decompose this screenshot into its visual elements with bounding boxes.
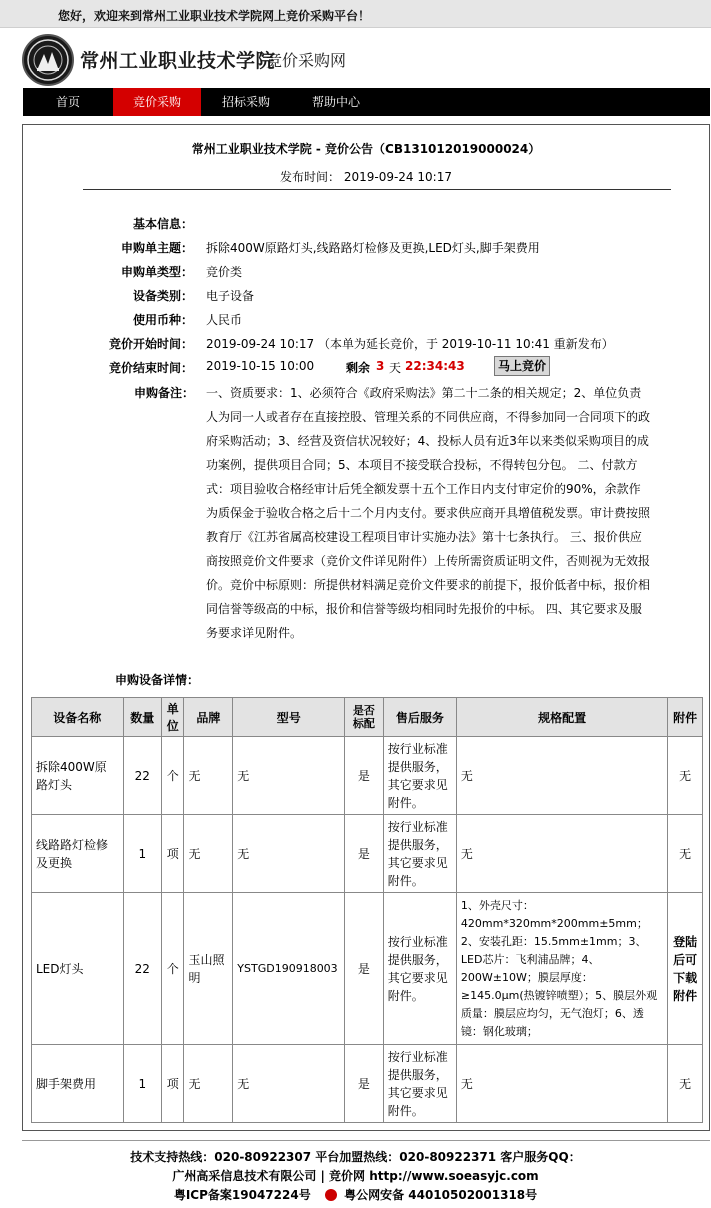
category-row (23, 284, 709, 306)
item-name: 脚手架费用 (32, 1045, 124, 1123)
nav-home[interactable]: 首页 (55, 95, 80, 109)
type-value: 竞价类 (206, 265, 243, 279)
item-spec: 无 (456, 815, 667, 893)
item-standard: 是 (345, 737, 384, 815)
top-welcome-bar (0, 0, 711, 28)
divider (83, 189, 671, 190)
item-attachment: 无 (668, 737, 703, 815)
subject-value: 拆除400W原路灯头,线路路灯检修及更换,LED灯头,脚手架费用 (206, 241, 540, 255)
item-model: YSTGD190918003 (233, 893, 345, 1045)
remaining-days: 3 (376, 359, 385, 373)
site-brand-subtitle: 竞价采购网 (266, 51, 347, 70)
site-header (22, 34, 710, 86)
item-name: LED灯头 (32, 893, 124, 1045)
table-row (32, 815, 703, 893)
item-service: 按行业标准提供服务，其它要求见附件。 (383, 815, 456, 893)
col-header-brand: 品牌 (184, 698, 233, 737)
item-unit: 项 (162, 1045, 184, 1123)
item-attachment: 无 (668, 1045, 703, 1123)
col-header-attachment: 附件 (668, 698, 703, 737)
item-standard: 是 (345, 1045, 384, 1123)
footer-hotline: 技术支持热线：020-80922307 平台加盟热线：020-80922371 客户服务QQ： (130, 1150, 581, 1164)
table-header-row (32, 698, 703, 737)
footer-divider (22, 1140, 710, 1141)
remark-label: 申购备注： (134, 386, 195, 400)
notice-panel (22, 124, 710, 1131)
end-time-row (23, 356, 709, 378)
item-attachment: 无 (668, 815, 703, 893)
item-standard: 是 (345, 815, 384, 893)
col-header-qty: 数量 (123, 698, 162, 737)
publish-time: 发布时间： 2019-09-24 10:17 (280, 170, 452, 184)
item-model: 无 (233, 737, 345, 815)
item-name: 线路路灯检修及更换 (32, 815, 124, 893)
footer-icp[interactable]: 粤ICP备案19047224号 (173, 1188, 311, 1202)
start-time-value: 2019-09-24 10:17 （本单为延长竞价，于 2019-10-11 10:41 重新发布） (206, 337, 614, 351)
main-nav (23, 88, 710, 116)
welcome-text: 您好，欢迎来到常州工业职业技术学院网上竞价采购平台！ (58, 9, 371, 23)
details-label: 申购设备详情： (115, 673, 200, 687)
currency-label: 使用币种： (132, 313, 193, 327)
footer-company[interactable]: 广州高采信息技术有限公司 | 竞价网 http://www.soeasyjc.com (172, 1169, 539, 1183)
item-qty: 1 (123, 1045, 162, 1123)
notice-title: 常州工业职业技术学院 - 竞价公告（CB131012019000024） (191, 142, 541, 156)
item-brand: 无 (184, 1045, 233, 1123)
remark-text: 一、资质要求：1、必须符合《政府采购法》第二十二条的相关规定；2、单位负责人为同一人或者存在直接控股、管理关系的不同供应商，不得参加同一合同项下的政府采购活动；3、经营及资信状况较好；4、投标人员有近3年以来类似采购项目的成功案例，提供项目合同；5、本项目不接受联合投标，不得转包分包。 二、付款方式：项目验收合格经审计后凭全额发票十五个工作日内支付审定价的90%，余款作为质保金于验收合格之后十二个月内支付。要求供应商开具增值税发票。审计费按照教育厅《江苏省属高校建设工程项目审计实施办法》第十七条执行。 三、报价供应商按照竞价文件要求（竞价文件详见附件）上传所需资质证明文件，否则视为无效报价。竞价中标原则：所提供材料满足竞价文件要求的前提下，报价低者中标，报价相同信誉等级高的中标，报价和信誉等级均相同时先报价的中标。 四、其它要求及服务要求详见附件。 (206, 386, 651, 640)
basic-info-label: 基本信息： (132, 217, 193, 231)
col-header-spec: 规格配置 (456, 698, 667, 737)
currency-row (23, 308, 709, 330)
item-model: 无 (233, 1045, 345, 1123)
item-name: 拆除400W原路灯头 (32, 737, 124, 815)
end-time-value: 2019-10-15 10:00 (206, 359, 315, 373)
category-label: 设备类别： (132, 289, 193, 303)
item-attachment[interactable]: 登陆后可下载附件 (668, 893, 703, 1045)
col-header-name: 设备名称 (32, 698, 124, 737)
table-row (32, 1045, 703, 1123)
item-brand: 无 (184, 737, 233, 815)
item-unit: 个 (162, 893, 184, 1045)
subject-row (23, 236, 709, 258)
item-qty: 22 (123, 737, 162, 815)
college-logo-icon[interactable] (22, 34, 74, 86)
police-badge-icon (325, 1189, 337, 1201)
table-row (32, 737, 703, 815)
start-time-label: 竞价开始时间： (108, 337, 193, 351)
item-spec: 无 (456, 737, 667, 815)
end-time-label: 竞价结束时间： (108, 361, 193, 375)
item-service: 按行业标准提供服务，其它要求见附件。 (383, 737, 456, 815)
type-row (23, 260, 709, 282)
nav-tender[interactable]: 招标采购 (221, 95, 270, 109)
footer-police-record[interactable]: 粤公网安备 44010502001318号 (344, 1188, 538, 1202)
nav-bidding[interactable]: 竞价采购 (113, 88, 201, 116)
site-brand-name[interactable]: 常州工业职业技术学院 (80, 50, 276, 72)
remaining-day-unit: 天 (389, 361, 402, 375)
item-spec: 无 (456, 1045, 667, 1123)
item-unit: 项 (162, 815, 184, 893)
item-service: 按行业标准提供服务，其它要求见附件。 (383, 893, 456, 1045)
col-header-unit: 单位 (162, 698, 184, 737)
item-qty: 22 (123, 893, 162, 1045)
items-table (31, 697, 703, 1123)
item-qty: 1 (123, 815, 162, 893)
item-standard: 是 (345, 893, 384, 1045)
remaining-countdown: 22:34:43 (405, 359, 465, 373)
table-row (32, 893, 703, 1045)
item-spec: 1、外壳尺寸：420mm*320mm*200mm±5mm；2、安装孔距：15.5mm±1mm；3、LED芯片：飞利浦品牌；4、200W±10W；膜层厚度：≥145.0μm(热镀锌喷塑）；5、膜层外观质量：膜层应均匀，无气泡灯；6、透镜：钢化玻璃； (456, 893, 667, 1045)
subject-label: 申购单主题： (120, 241, 193, 255)
type-label: 申购单类型： (120, 265, 193, 279)
category-value: 电子设备 (206, 289, 255, 303)
item-service: 按行业标准提供服务，其它要求见附件。 (383, 1045, 456, 1123)
bid-now-button[interactable]: 马上竞价 (494, 356, 550, 376)
nav-help[interactable]: 帮助中心 (311, 95, 360, 109)
site-footer (0, 1148, 711, 1205)
currency-value: 人民币 (206, 313, 243, 327)
basic-info-row (23, 212, 709, 234)
col-header-model: 型号 (233, 698, 345, 737)
item-unit: 个 (162, 737, 184, 815)
item-model: 无 (233, 815, 345, 893)
col-header-service: 售后服务 (383, 698, 456, 737)
start-time-row (23, 332, 709, 354)
col-header-standard: 是否标配 (345, 698, 384, 737)
item-brand: 玉山照明 (184, 893, 233, 1045)
item-brand: 无 (184, 815, 233, 893)
remaining-label: 剩余 (346, 361, 371, 375)
